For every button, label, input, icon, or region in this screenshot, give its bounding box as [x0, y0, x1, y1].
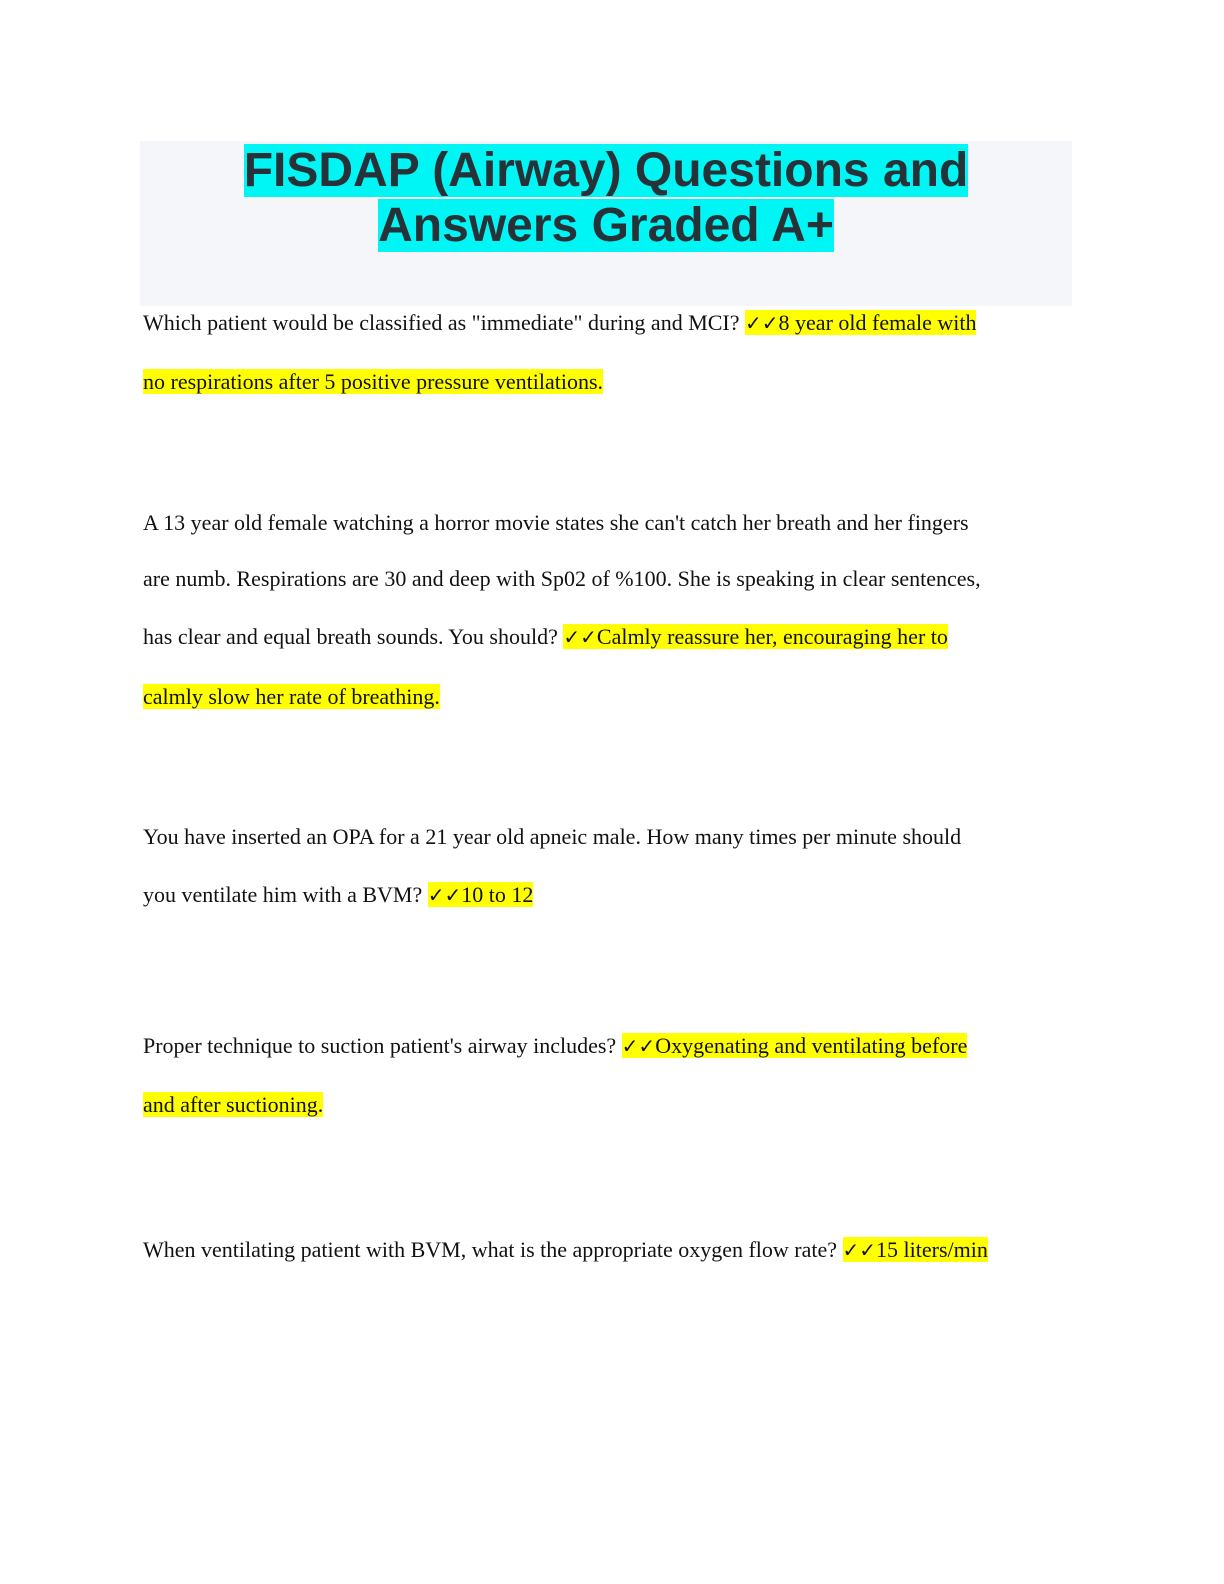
qa-4-line-1 — [143, 1035, 967, 1057]
question-text: has clear and equal breath sounds. You should? — [143, 624, 558, 649]
answer-text: calmly slow her rate of breathing. — [143, 684, 440, 709]
answer-highlight — [563, 624, 948, 649]
answer-text: Oxygenating and ventilating before — [655, 1033, 968, 1058]
answer-highlight — [428, 882, 534, 907]
qa-1-line-2 — [143, 371, 603, 393]
title-line-2: Answers Graded A+ — [378, 199, 834, 252]
question-text: When ventilating patient with BVM, what is the appropriate oxygen flow rate? — [143, 1237, 838, 1262]
answer-text: 10 to 12 — [461, 882, 534, 907]
double-check-icon: ✓✓ — [842, 1238, 877, 1262]
question-text: Proper technique to suction patient's airway includes? — [143, 1033, 617, 1058]
double-check-icon: ✓✓ — [563, 625, 597, 649]
answer-highlight — [745, 310, 976, 335]
answer-highlight — [843, 1237, 988, 1262]
qa-3-line-2 — [143, 884, 533, 906]
title-block — [140, 141, 1072, 306]
question-text: You have inserted an OPA for a 21 year old apneic male. How many times per minute should — [143, 824, 962, 849]
answer-highlight — [622, 1033, 968, 1058]
double-check-icon: ✓✓ — [621, 1034, 656, 1058]
document-title — [140, 141, 1072, 253]
qa-2-line-4 — [143, 686, 440, 708]
qa-2-line-3 — [143, 626, 948, 648]
title-line-1: FISDAP (Airway) Questions and — [243, 144, 969, 197]
question-text: A 13 year old female watching a horror movie states she can't catch her breath and her fingers — [143, 510, 969, 535]
qa-4-line-2 — [143, 1094, 323, 1116]
answer-text: 8 year old female with — [778, 310, 977, 335]
question-text: you ventilate him with a BVM? — [143, 882, 423, 907]
answer-text: Calmly reassure her, encouraging her to — [596, 624, 948, 649]
double-check-icon: ✓✓ — [745, 311, 779, 335]
question-text: Which patient would be classified as "immediate" during and MCI? — [143, 310, 740, 335]
answer-text: no respirations after 5 positive pressure ventilations. — [143, 369, 604, 394]
double-check-icon: ✓✓ — [427, 883, 462, 907]
question-text: are numb. Respirations are 30 and deep with Sp02 of %100. She is speaking in clear sentences, — [143, 566, 981, 591]
answer-text: 15 liters/min — [876, 1237, 988, 1262]
answer-text: and after suctioning. — [143, 1092, 324, 1117]
qa-1-line-1 — [143, 312, 976, 334]
qa-5-line-1 — [143, 1239, 988, 1261]
